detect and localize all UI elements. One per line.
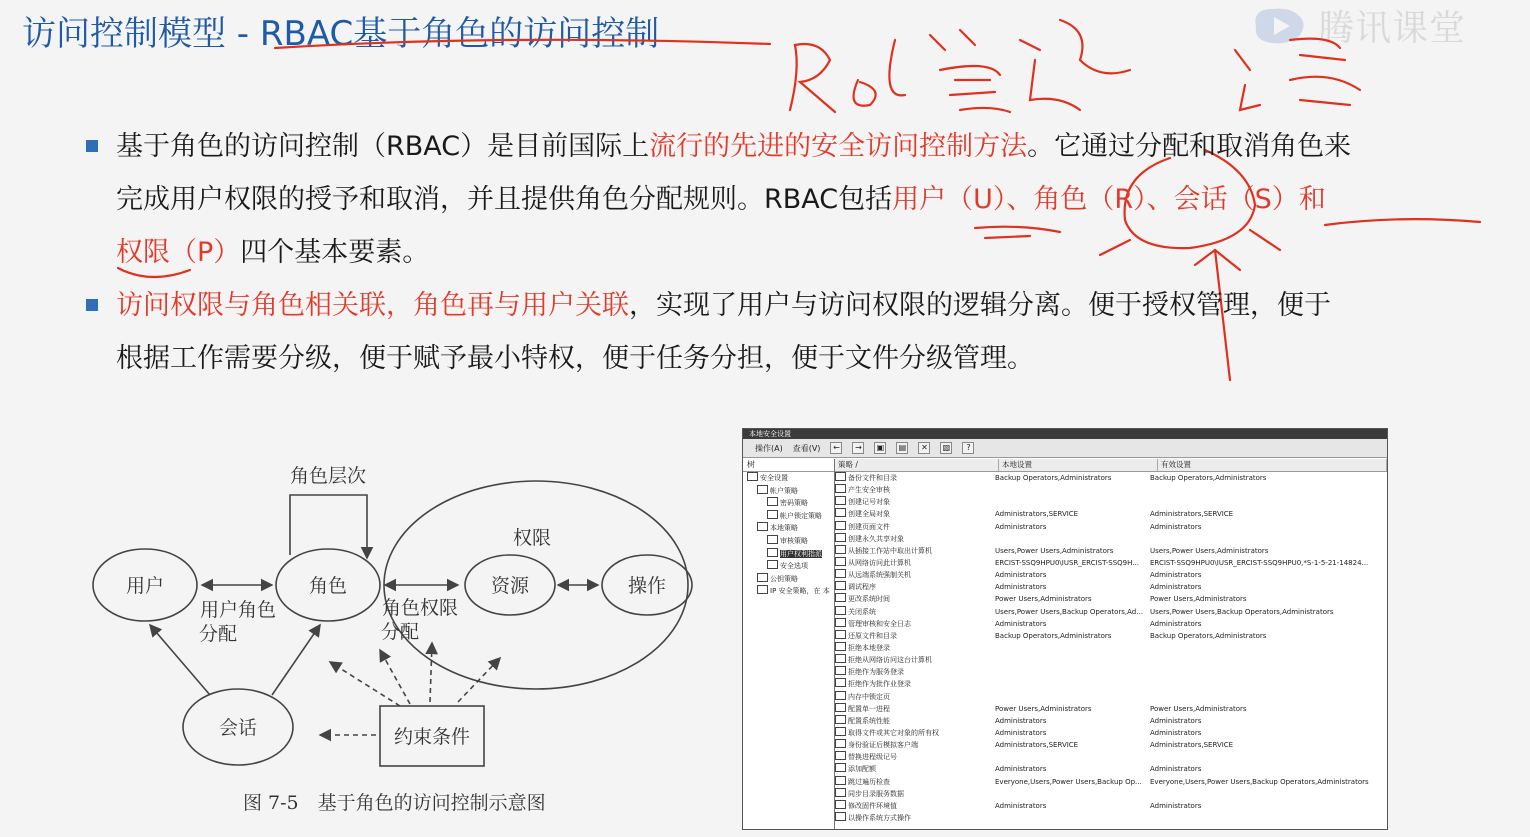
effective-setting-cell <box>1150 521 1375 533</box>
forward-icon[interactable]: → <box>852 442 864 454</box>
policy-icon <box>835 812 846 821</box>
policy-cell <box>835 593 995 605</box>
column-effective-setting[interactable]: 有效设置 <box>1158 459 1387 471</box>
table-row[interactable] <box>835 533 1387 545</box>
cell-text: 拒绝从网络访问这台计算机 <box>848 656 932 665</box>
cell-text: Users,Power Users,Backup Operators,Ad... <box>995 607 1143 616</box>
cell-text: 跳过遍历检查 <box>848 777 890 786</box>
folder-icon <box>767 497 778 506</box>
effective-setting-cell <box>1150 472 1375 484</box>
list-icon[interactable]: ▤ <box>896 442 908 454</box>
cell-text: 从远端系统强制关机 <box>848 571 911 580</box>
policy-cell <box>835 763 995 775</box>
policy-icon <box>835 557 846 566</box>
table-row[interactable] <box>835 812 1387 824</box>
policy-icon <box>835 472 846 481</box>
window-title: 本地安全设置 <box>743 429 1387 439</box>
policy-icon <box>835 533 846 542</box>
body-text: 完成用户权限的授予和取消，并且提供角色分配规则。RBAC包括 <box>116 184 893 215</box>
cell-text: 身份验证后模拟客户端 <box>848 741 918 750</box>
policy-icon <box>835 678 846 687</box>
cell-text: Administrators <box>995 801 1047 810</box>
cell-text: Administrators <box>1150 716 1202 725</box>
cell-text: Everyone,Users,Power Users,Backup Op... <box>995 777 1142 786</box>
cell-text: Administrators <box>995 619 1047 628</box>
table-row[interactable] <box>835 691 1387 703</box>
policy-icon <box>835 545 846 554</box>
cell-text: Administrators <box>1150 571 1202 580</box>
cell-text: ERCIST-SSQ9HPU0\IUSR_ERCIST-SSQ9HPU0,*S-1-5-21-14824... <box>1150 558 1369 567</box>
table-row[interactable] <box>835 776 1387 788</box>
effective-setting-cell <box>1150 800 1375 812</box>
up-icon[interactable]: ▣ <box>874 442 886 454</box>
cell-text: Administrators,SERVICE <box>1150 741 1234 750</box>
table-row[interactable] <box>835 788 1387 800</box>
effective-setting-cell <box>1150 812 1375 824</box>
policy-cell <box>835 618 995 630</box>
cell-text: Administrators <box>995 522 1047 531</box>
effective-setting-cell <box>1150 642 1375 654</box>
role-perm-assign-label: 角色权限 <box>381 597 459 619</box>
tree-item[interactable] <box>743 573 834 586</box>
highlighted-text: 用户（U）、角色（R）、会话（S）和 <box>892 184 1326 215</box>
body-text: 。它通过分配和取消角色来 <box>1027 131 1352 162</box>
policy-cell <box>835 666 995 678</box>
bullet-item <box>84 279 1494 385</box>
local-setting-cell <box>995 642 1150 654</box>
local-setting-cell <box>995 703 1150 715</box>
cell-text: 配置单一进程 <box>848 704 890 713</box>
policy-icon <box>835 751 846 760</box>
local-setting-cell <box>995 472 1150 484</box>
table-row[interactable] <box>835 800 1387 812</box>
table-row[interactable] <box>835 763 1387 775</box>
tree-item-label: 安全选项 <box>780 562 808 571</box>
cell-text: 拒绝作为批作业登录 <box>848 680 911 689</box>
policy-icon <box>835 739 846 748</box>
operation-label: 操作 <box>627 575 667 597</box>
local-setting-cell <box>995 763 1150 775</box>
effective-setting-cell <box>1150 763 1375 775</box>
cell-text: Power Users,Administrators <box>995 595 1092 604</box>
tree-item-label: 密码策略 <box>780 499 808 508</box>
effective-setting-cell <box>1150 703 1375 715</box>
bullet-line <box>116 173 1494 226</box>
cell-text: 创建页面文件 <box>848 522 890 531</box>
table-row[interactable] <box>835 472 1387 484</box>
policy-cell <box>835 776 995 788</box>
cell-text: 产生安全审核 <box>848 486 890 495</box>
cell-text: Administrators <box>1150 583 1202 592</box>
tree-item[interactable] <box>743 510 834 523</box>
cell-text: Administrators <box>995 571 1047 580</box>
policy-cell <box>835 678 995 690</box>
policy-icon <box>835 788 846 797</box>
tree-item-label: 用户权利指派 <box>780 549 822 558</box>
policy-cell <box>835 557 995 569</box>
effective-setting-cell <box>1150 727 1375 739</box>
body-text: ，实现了用户与访问权限的逻辑分离。便于授权管理，便于 <box>629 290 1331 321</box>
table-row[interactable] <box>835 642 1387 654</box>
cell-text: 添加配额 <box>848 765 876 774</box>
effective-setting-cell <box>1150 557 1375 569</box>
local-setting-cell <box>995 691 1150 703</box>
effective-setting-cell <box>1150 593 1375 605</box>
table-row[interactable] <box>835 496 1387 508</box>
policy-cell <box>835 654 995 666</box>
help-icon[interactable]: ? <box>962 442 974 454</box>
cell-text: 关闭系统 <box>848 607 876 616</box>
bullet-list <box>84 120 1494 385</box>
policy-icon <box>835 606 846 615</box>
effective-setting-cell <box>1150 751 1375 763</box>
local-security-settings-window <box>742 428 1388 830</box>
table-row[interactable] <box>835 557 1387 569</box>
highlighted-text: 访问权限与角色相关联，角色再与用户关联 <box>116 290 629 321</box>
cell-text: 修改固件环境值 <box>848 801 897 810</box>
folder-icon <box>757 585 768 594</box>
cell-text: 还原文件和目录 <box>848 631 897 640</box>
effective-setting-cell <box>1150 666 1375 678</box>
cell-text: 创建永久共享对象 <box>848 534 904 543</box>
cell-text: 配置系统性能 <box>848 716 890 725</box>
folder-icon <box>757 485 768 494</box>
column-local-setting[interactable]: 本地设置 <box>999 459 1158 471</box>
policy-cell <box>835 508 995 520</box>
body-text: 根据工作需要分级，便于赋予最小特权，便于任务分担，便于文件分级管理。 <box>116 343 1034 374</box>
policy-cell <box>835 521 995 533</box>
cell-text: Administrators <box>1150 522 1202 531</box>
cell-text: Administrators <box>995 583 1047 592</box>
table-row[interactable] <box>835 739 1387 751</box>
rbac-diagram <box>80 450 710 780</box>
effective-setting-cell <box>1150 715 1375 727</box>
page-title: 访问控制模型 - RBAC基于角色的访问控制 <box>22 14 660 54</box>
cell-text: Administrators <box>995 728 1047 737</box>
local-setting-cell <box>995 606 1150 618</box>
cell-text: 更改系统时间 <box>848 595 890 604</box>
cell-text: Administrators <box>1150 728 1202 737</box>
policy-icon <box>835 727 846 736</box>
resource-label: 资源 <box>490 575 530 597</box>
cell-text: Administrators,SERVICE <box>995 510 1079 519</box>
local-setting-cell <box>995 593 1150 605</box>
session-label: 会话 <box>218 717 258 739</box>
policy-icon <box>835 691 846 700</box>
cell-text: Administrators,SERVICE <box>1150 510 1234 519</box>
folder-icon <box>757 522 768 531</box>
cell-text: 以操作系统方式操作 <box>848 813 911 822</box>
cell-text: 从网络访问此计算机 <box>848 558 911 567</box>
tree-item-label: IP 安全策略，在 本 <box>770 587 830 596</box>
cell-text: Power Users,Administrators <box>1150 704 1247 713</box>
cell-text: Power Users,Administrators <box>1150 595 1247 604</box>
folder-icon <box>767 548 778 557</box>
effective-setting-cell <box>1150 533 1375 545</box>
effective-setting-cell <box>1150 691 1375 703</box>
figure-caption: 图 7-5 基于角色的访问控制示意图 <box>243 792 546 814</box>
bullet-line <box>116 120 1494 173</box>
policy-cell <box>835 715 995 727</box>
cell-text: Administrators <box>1150 765 1202 774</box>
local-setting-cell <box>995 557 1150 569</box>
folder-icon <box>747 472 758 481</box>
table-row[interactable] <box>835 703 1387 715</box>
policy-cell <box>835 691 995 703</box>
table-row[interactable] <box>835 593 1387 605</box>
cell-text: Users,Power Users,Backup Operators,Administrators <box>1150 607 1334 616</box>
bullet-line <box>116 332 1494 385</box>
permission-label: 权限 <box>512 527 552 549</box>
menu-action[interactable]: 操作(A) <box>755 443 783 453</box>
policy-icon <box>835 496 846 505</box>
table-row[interactable] <box>835 569 1387 581</box>
effective-setting-cell <box>1150 630 1375 642</box>
policy-icon <box>835 630 846 639</box>
folder-icon <box>767 560 778 569</box>
bullet-line <box>116 279 1494 332</box>
policy-icon <box>835 654 846 663</box>
effective-setting-cell <box>1150 606 1375 618</box>
export-icon[interactable]: ▧ <box>940 442 952 454</box>
logo-text: 腾讯课堂 <box>1318 7 1467 49</box>
effective-setting-cell <box>1150 496 1375 508</box>
local-setting-cell <box>995 581 1150 593</box>
effective-setting-cell <box>1150 484 1375 496</box>
table-row[interactable] <box>835 508 1387 520</box>
effective-setting-cell <box>1150 788 1375 800</box>
cell-text: 取得文件或其它对象的所有权 <box>848 728 939 737</box>
effective-setting-cell <box>1150 776 1375 788</box>
local-setting-cell <box>995 678 1150 690</box>
cell-text: Backup Operators,Administrators <box>995 474 1112 482</box>
folder-icon <box>767 535 778 544</box>
cell-text: Administrators,SERVICE <box>995 741 1079 750</box>
cell-text: 从插接工作站中取出计算机 <box>848 546 932 555</box>
highlighted-text: 流行的先进的安全访问控制方法 <box>649 131 1028 162</box>
column-policy[interactable]: 策略 / <box>835 459 999 471</box>
cell-text: Administrators <box>995 716 1047 725</box>
local-setting-cell <box>995 545 1150 557</box>
effective-setting-cell <box>1150 508 1375 520</box>
effective-setting-cell <box>1150 739 1375 751</box>
policy-cell <box>835 630 995 642</box>
cell-text: Power Users,Administrators <box>995 704 1092 713</box>
role-hierarchy-label: 角色层次 <box>289 465 367 487</box>
body-text: 四个基本要素。 <box>240 237 430 268</box>
table-row[interactable] <box>835 484 1387 496</box>
local-setting-cell <box>995 727 1150 739</box>
cell-text: 同步目录服务数据 <box>848 789 904 798</box>
policy-cell <box>835 545 995 557</box>
local-setting-cell <box>995 484 1150 496</box>
cell-text: 内存中锁定页 <box>848 692 890 701</box>
folder-icon <box>757 573 768 582</box>
table-row[interactable] <box>835 545 1387 557</box>
local-setting-cell <box>995 654 1150 666</box>
policy-cell <box>835 472 995 484</box>
policy-list <box>835 459 1387 829</box>
local-setting-cell <box>995 521 1150 533</box>
cell-text: Backup Operators,Administrators <box>995 631 1112 640</box>
policy-icon <box>835 508 846 517</box>
cell-text: Backup Operators,Administrators <box>1150 474 1267 482</box>
cell-text: 创建记号对象 <box>848 498 890 507</box>
policy-icon <box>835 521 846 530</box>
policy-cell <box>835 788 995 800</box>
local-setting-cell <box>995 533 1150 545</box>
policy-cell <box>835 533 995 545</box>
bullet-marker-icon <box>86 140 98 152</box>
tree-pane <box>743 459 835 829</box>
cell-text: 管理审核和安全日志 <box>848 619 911 628</box>
user-role-assign-label: 用户角色 <box>199 599 277 621</box>
tree-item-label: 本地策略 <box>770 524 798 533</box>
table-row[interactable] <box>835 715 1387 727</box>
role-label: 角色 <box>308 575 348 597</box>
policy-cell <box>835 812 995 824</box>
tree-item[interactable] <box>743 497 834 510</box>
cell-text: 备份文件和目录 <box>848 474 897 482</box>
delete-icon[interactable]: ✕ <box>918 442 930 454</box>
tree-item-label: 公钥策略 <box>770 574 798 583</box>
policy-icon <box>835 666 846 675</box>
tree-item-label: 审核策略 <box>780 536 808 545</box>
bullet-line <box>116 226 1494 279</box>
policy-icon <box>835 484 846 493</box>
policy-cell <box>835 739 995 751</box>
policy-icon <box>835 776 846 785</box>
local-setting-cell <box>995 800 1150 812</box>
policy-icon <box>835 703 846 712</box>
cell-text: 拒绝作为服务登录 <box>848 668 904 677</box>
tree-item[interactable] <box>743 560 834 573</box>
effective-setting-cell <box>1150 569 1375 581</box>
policy-cell <box>835 642 995 654</box>
effective-setting-cell <box>1150 545 1375 557</box>
menu-view[interactable]: 查看(V) <box>792 443 821 453</box>
table-row[interactable] <box>835 666 1387 678</box>
local-setting-cell <box>995 776 1150 788</box>
cell-text: Everyone,Users,Power Users,Backup Operators,Administrators <box>1150 777 1369 786</box>
table-row[interactable] <box>835 678 1387 690</box>
cell-text: 创建全局对象 <box>848 510 890 519</box>
cell-text: ERCIST-SSQ9HPU0\IUSR_ERCIST-SSQ9H... <box>995 558 1139 567</box>
local-setting-cell <box>995 630 1150 642</box>
local-setting-cell <box>995 788 1150 800</box>
tree-item[interactable] <box>743 522 834 535</box>
cell-text: Backup Operators,Administrators <box>1150 631 1267 640</box>
window-menu-bar <box>743 439 1387 458</box>
user-label: 用户 <box>125 575 165 597</box>
table-row[interactable] <box>835 630 1387 642</box>
cell-text: 替换进程级记号 <box>848 753 897 762</box>
back-icon[interactable]: ← <box>830 442 842 454</box>
role-perm-assign-label-2: 分配 <box>380 621 420 643</box>
policy-cell <box>835 569 995 581</box>
bullet-marker-icon <box>86 299 98 311</box>
bullet-item <box>84 120 1494 279</box>
tree-item[interactable] <box>743 548 834 561</box>
local-setting-cell <box>995 812 1150 824</box>
policy-icon <box>835 593 846 602</box>
cell-text: Users,Power Users,Administrators <box>1150 546 1269 555</box>
local-setting-cell <box>995 496 1150 508</box>
policy-cell <box>835 800 995 812</box>
tree-item-label: 帐户锁定策略 <box>780 511 822 520</box>
tree-item[interactable] <box>743 485 834 498</box>
constraints-label: 约束条件 <box>393 726 471 748</box>
policy-icon <box>835 715 846 724</box>
tree-header: 树 <box>743 459 834 472</box>
table-row[interactable] <box>835 521 1387 533</box>
policy-icon <box>835 569 846 578</box>
body-text: 基于角色的访问控制（RBAC）是目前国际上 <box>116 131 650 162</box>
tree-item-label: 安全设置 <box>760 474 788 482</box>
policy-cell <box>835 581 995 593</box>
cell-text: Users,Power Users,Administrators <box>995 546 1114 555</box>
table-row[interactable] <box>835 654 1387 666</box>
table-row[interactable] <box>835 581 1387 593</box>
tree-item[interactable] <box>743 535 834 548</box>
local-setting-cell <box>995 618 1150 630</box>
cell-text: 拒绝本地登录 <box>848 643 890 652</box>
cell-text: Administrators <box>1150 801 1202 810</box>
policy-cell <box>835 751 995 763</box>
effective-setting-cell <box>1150 678 1375 690</box>
local-setting-cell <box>995 508 1150 520</box>
effective-setting-cell <box>1150 654 1375 666</box>
policy-icon <box>835 800 846 809</box>
local-setting-cell <box>995 751 1150 763</box>
folder-icon <box>767 510 778 519</box>
table-row[interactable] <box>835 727 1387 739</box>
local-setting-cell <box>995 569 1150 581</box>
cell-text: Administrators <box>995 765 1047 774</box>
table-row[interactable] <box>835 618 1387 630</box>
local-setting-cell <box>995 666 1150 678</box>
tree-item[interactable] <box>743 472 834 485</box>
user-role-assign-label-2: 分配 <box>198 623 238 645</box>
policy-cell <box>835 606 995 618</box>
cell-text: 调试程序 <box>848 583 876 592</box>
policy-icon <box>835 763 846 772</box>
tree-item-label: 帐户策略 <box>770 486 798 495</box>
policy-cell <box>835 496 995 508</box>
cell-text: Administrators <box>1150 619 1202 628</box>
local-setting-cell <box>995 739 1150 751</box>
tree-item[interactable] <box>743 585 834 598</box>
effective-setting-cell <box>1150 581 1375 593</box>
table-row[interactable] <box>835 606 1387 618</box>
policy-icon <box>835 642 846 651</box>
table-row[interactable] <box>835 751 1387 763</box>
policy-icon <box>835 581 846 590</box>
policy-icon <box>835 618 846 627</box>
local-setting-cell <box>995 715 1150 727</box>
effective-setting-cell <box>1150 618 1375 630</box>
policy-cell <box>835 484 995 496</box>
policy-cell <box>835 727 995 739</box>
policy-cell <box>835 703 995 715</box>
policy-list-header <box>835 459 1387 472</box>
highlighted-text: 权限（P） <box>116 237 241 268</box>
